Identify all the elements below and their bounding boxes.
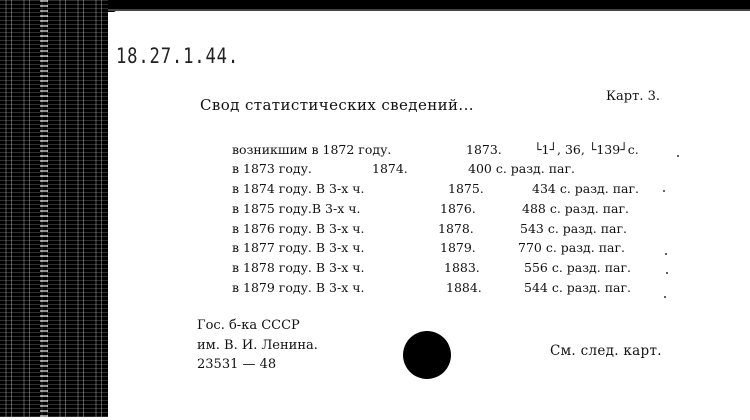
entry-year: 1879.	[440, 240, 476, 255]
entry-row	[0, 280, 750, 298]
card-title: Свод статистических сведений...	[200, 96, 474, 114]
entry-text: в 1873 году.	[232, 161, 312, 176]
ink-speck	[677, 155, 679, 157]
library-code: 23531 — 48	[197, 357, 277, 372]
entry-row	[0, 221, 750, 239]
entry-text: в 1876 году. В 3-х ч.	[232, 221, 365, 236]
card-number: Карт. 3.	[606, 89, 660, 104]
entry-pages: 434 с. разд. паг.	[532, 181, 640, 196]
ink-speck	[666, 272, 668, 274]
entry-row	[0, 240, 750, 258]
entry-row	[0, 181, 750, 199]
entry-text: возникшим в 1872 году.	[232, 142, 392, 157]
entry-text: в 1875 году.В 3-х ч.	[232, 201, 361, 216]
inventory-number: 18.27.1.44.	[116, 44, 240, 68]
entry-year: 1874.	[372, 161, 408, 176]
ink-speck	[663, 190, 665, 192]
card-punch-hole	[403, 331, 451, 379]
entry-text: в 1877 году. В 3-х ч.	[232, 240, 365, 255]
scan-border-top-shadow	[108, 0, 750, 18]
ink-speck	[665, 253, 667, 255]
entry-text: в 1879 году. В 3-х ч.	[232, 280, 365, 295]
entry-text: в 1878 году. В 3-х ч.	[232, 260, 365, 275]
entry-year: 1878.	[438, 221, 474, 236]
entry-row	[0, 260, 750, 278]
library-name-2: им. В. И. Ленина.	[197, 338, 318, 353]
entry-pages: 544 с. разд. паг.	[524, 280, 632, 295]
entry-row	[0, 142, 750, 160]
entry-pages: 556 с. разд. паг.	[524, 260, 632, 275]
entry-year: 1873.	[466, 142, 502, 157]
entry-year: 1884.	[446, 280, 482, 295]
entry-year: 1875.	[448, 181, 484, 196]
ink-speck	[664, 296, 666, 298]
entry-pages: 543 с. разд. паг.	[520, 221, 628, 236]
entry-pages: └1┘, 36, └139┘с.	[534, 142, 639, 157]
entry-pages: 488 с. разд. паг.	[522, 201, 630, 216]
library-name: Гос. б-ка СССР	[197, 318, 300, 333]
entry-pages: 770 с. разд. паг.	[518, 240, 626, 255]
entry-year: 1876.	[440, 201, 476, 216]
entry-row	[0, 161, 750, 179]
entry-row	[0, 201, 750, 219]
see-next-card: См. след. карт.	[550, 343, 662, 359]
entry-text: в 1874 году. В 3-х ч.	[232, 181, 365, 196]
entry-pages: 400 с. разд. паг.	[468, 161, 576, 176]
entry-year: 1883.	[444, 260, 480, 275]
